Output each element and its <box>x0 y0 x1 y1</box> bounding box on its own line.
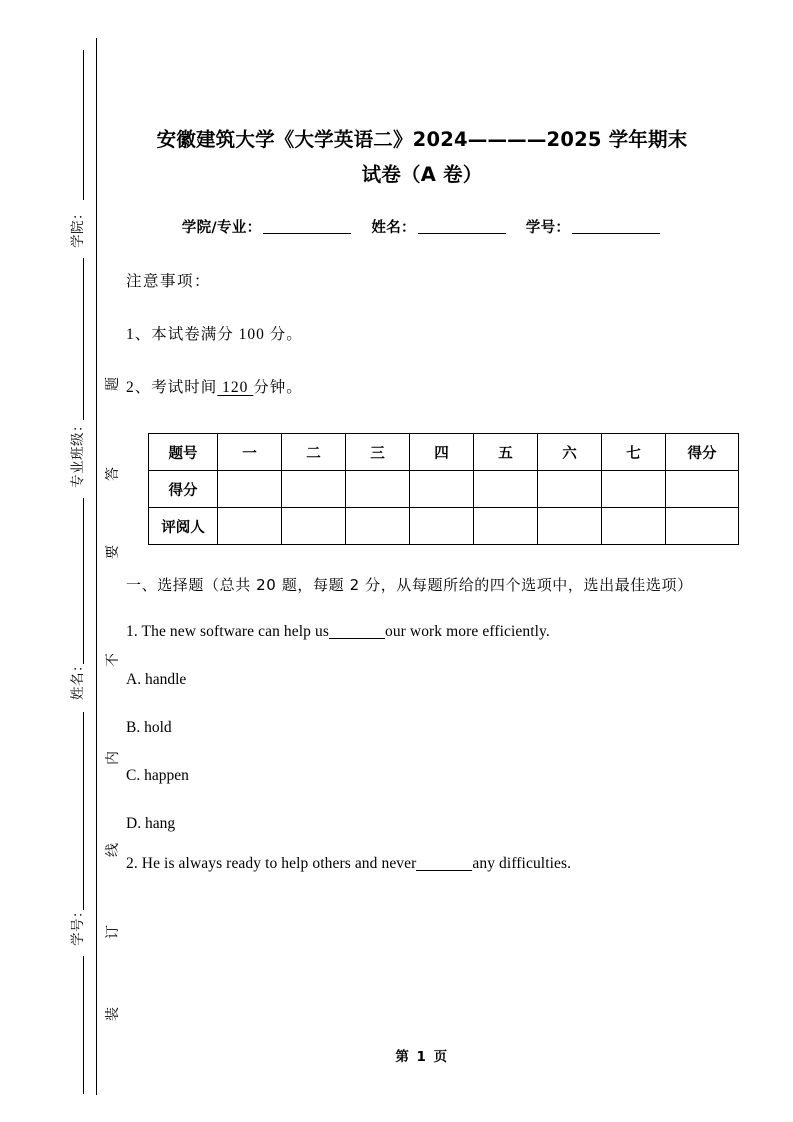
binding-label-name: 姓名： <box>70 658 85 700</box>
question-1-blank[interactable] <box>329 638 385 639</box>
score-table-header-cell: 得分 <box>666 434 739 471</box>
grader-cell[interactable] <box>218 508 282 545</box>
score-table-header-cell: 六 <box>538 434 602 471</box>
question-1-option-d[interactable]: D. hang <box>126 815 176 832</box>
notes-heading: 注意事项： <box>126 273 212 290</box>
student-no-label: 学号： <box>525 220 571 236</box>
score-cell[interactable] <box>346 471 410 508</box>
question-1-stem-before: 1. The new software can help us <box>126 623 329 640</box>
score-cell-total[interactable] <box>666 471 739 508</box>
note-item-1: 1、本试卷满分 100 分。 <box>126 326 303 343</box>
college-major-blank[interactable] <box>263 233 351 234</box>
grader-cell[interactable] <box>346 508 410 545</box>
binding-student-info-column <box>56 0 96 1122</box>
score-table-header-cell: 题号 <box>149 434 218 471</box>
score-cell[interactable] <box>602 471 666 508</box>
college-major-label: 学院/专业： <box>181 220 262 236</box>
score-cell[interactable] <box>538 471 602 508</box>
score-cell[interactable] <box>218 471 282 508</box>
score-cell[interactable] <box>474 471 538 508</box>
score-cell[interactable] <box>410 471 474 508</box>
grader-cell[interactable] <box>602 508 666 545</box>
binding-label-student-no: 学号： <box>70 904 85 946</box>
grader-row-label: 评阅人 <box>149 508 218 545</box>
page-title <box>126 0 718 192</box>
score-table-header-cell: 四 <box>410 434 474 471</box>
page-title-line-1: 安徽建筑大学《大学英语二》2024————2025 学年期末 <box>156 128 688 151</box>
question-2-stem <box>126 833 718 873</box>
question-1-stem <box>126 601 718 641</box>
binding-notice-char: 内 <box>106 751 121 765</box>
score-cell[interactable] <box>282 471 346 508</box>
student-no-blank[interactable] <box>572 233 660 234</box>
table-row-score <box>149 471 739 508</box>
binding-label-college: 学院： <box>70 206 85 248</box>
document-body <box>126 0 718 1122</box>
question-1-option-a[interactable]: A. handle <box>126 671 187 688</box>
score-table-header-cell: 二 <box>282 434 346 471</box>
section-heading-multiple-choice: 一、选择题（总共 20 题，每题 2 分，从每题所给的四个选项中，选出最佳选项） <box>126 576 693 594</box>
question-1-stem-after: our work more efficiently. <box>384 623 550 640</box>
grader-cell[interactable] <box>282 508 346 545</box>
binding-notice-char: 答 <box>106 467 121 481</box>
grader-cell[interactable] <box>474 508 538 545</box>
binding-notice-char: 装 <box>106 1007 121 1021</box>
note-2-suffix: 分钟。 <box>253 379 303 396</box>
score-row-label: 得分 <box>149 471 218 508</box>
table-row-header <box>149 434 739 471</box>
binding-label-class: 专业班级： <box>70 418 85 488</box>
score-table-header-cell: 三 <box>346 434 410 471</box>
grader-cell-total[interactable] <box>666 508 739 545</box>
page-title-line-2: 试卷（A 卷） <box>361 163 483 186</box>
binding-notice-char: 要 <box>106 545 121 559</box>
question-2-blank[interactable] <box>416 870 472 871</box>
question-2-stem-before: 2. He is always ready to help others and never <box>126 855 417 872</box>
binding-notice-char: 订 <box>106 925 121 939</box>
binding-fill-line <box>83 498 84 664</box>
binding-fill-line <box>83 258 84 420</box>
note-2-prefix: 2、考试时间 <box>126 379 218 396</box>
page-footer: 第 1 页 <box>395 1049 449 1065</box>
question-1-option-c[interactable]: C. happen <box>126 767 189 784</box>
question-2-stem-after: any difficulties. <box>472 855 572 872</box>
binding-notice-char: 线 <box>106 843 121 857</box>
note-item-2 <box>126 344 718 397</box>
score-table-header-cell: 五 <box>474 434 538 471</box>
name-label: 姓名： <box>371 220 416 236</box>
binding-fill-line <box>83 956 84 1094</box>
binding-fill-line <box>83 50 84 200</box>
binding-notice-char: 不 <box>106 653 121 667</box>
name-blank[interactable] <box>418 233 506 234</box>
student-identity-line <box>126 192 718 237</box>
table-row-grader <box>149 508 739 545</box>
grader-cell[interactable] <box>410 508 474 545</box>
score-table-header-cell: 一 <box>218 434 282 471</box>
score-table-header-cell: 七 <box>602 434 666 471</box>
binding-notice-char: 题 <box>106 377 121 391</box>
score-table <box>148 433 739 545</box>
grader-cell[interactable] <box>538 508 602 545</box>
binding-fill-line <box>83 712 84 910</box>
question-1-option-b[interactable]: B. hold <box>126 719 172 736</box>
exam-duration-value: 120 <box>217 379 254 396</box>
